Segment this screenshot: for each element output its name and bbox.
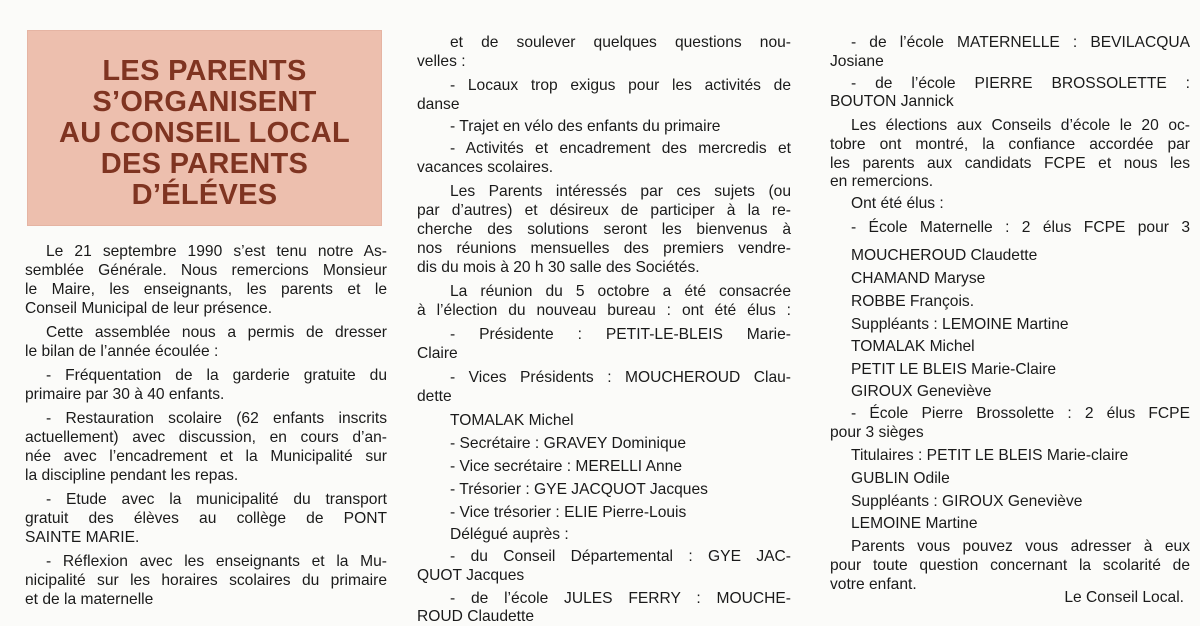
text-line: Ont été élus : [851, 195, 944, 212]
text-line: QUOT Jacques [417, 567, 525, 584]
headline-box [27, 30, 382, 226]
text-line: - de l’école JULES FERRY : MOUCHE- [450, 590, 791, 607]
text-line: SAINTE MARIE. [25, 529, 140, 546]
headline-line: DES PARENTS [100, 148, 309, 180]
text-line: - Etude avec la municipalité du transport [46, 491, 387, 508]
headline-line: S’ORGANISENT [92, 86, 317, 118]
text-line: semblée Générale. Nous remercions Monsieur [25, 262, 387, 279]
text-line: GUBLIN Odile [851, 470, 950, 487]
text-line: - Locaux trop exigus pour les activités de [450, 77, 791, 94]
text-line: PETIT LE BLEIS Marie-Claire [851, 361, 1057, 378]
text-line: - Réflexion avec les enseignants et la Mu- [46, 553, 387, 570]
text-line: nicipalité sur les horaires scolaires du primaire [25, 572, 387, 589]
text-line: velles : [417, 53, 466, 70]
text-line: les parents aux candidats FCPE et nous les [830, 155, 1190, 172]
text-line: TOMALAK Michel [450, 412, 574, 429]
text-line: par d’autres) et désireux de participer à la re- [417, 202, 791, 219]
headline-line: AU CONSEIL LOCAL [58, 117, 351, 149]
headline-line: D’ÉLÉVES [131, 179, 278, 211]
text-line: GIROUX Geneviève [851, 383, 992, 400]
text-line: MOUCHEROUD Claudette [851, 247, 1038, 264]
text-line: ROBBE François. [851, 293, 975, 310]
text-line: Les Parents intéressés par ces sujets (ou [450, 183, 791, 200]
text-line: cherche des solutions seront les bienvenus à [417, 221, 791, 238]
text-line: - Fréquentation de la garderie gratuite du [46, 367, 387, 384]
text-line: Titulaires : PETIT LE BLEIS Marie-claire [851, 447, 1129, 464]
text-line: actuellement) avec discussion, en cours d’an- [25, 429, 387, 446]
text-line: le Maire, les enseignants, les parents et le [25, 281, 387, 298]
text-line: vacances scolaires. [417, 159, 554, 176]
text-line: - du Conseil Départemental : GYE JAC- [450, 548, 791, 565]
text-line: primaire par 30 à 40 enfants. [25, 386, 225, 403]
text-line: - Trésorier : GYE JACQUOT Jacques [450, 481, 708, 498]
text-line: et de la maternelle [25, 591, 154, 608]
text-line: danse [417, 96, 460, 113]
text-line: pour toute question concernant la scolarité de [830, 557, 1190, 574]
text-line: - de l’école PIERRE BROSSOLETTE : [851, 75, 1190, 92]
text-line: La réunion du 5 octobre a été consacrée [450, 283, 791, 300]
text-line: Le 21 septembre 1990 s’est tenu notre As- [46, 243, 387, 260]
text-line: - Restauration scolaire (62 enfants inscrits [46, 410, 387, 427]
headline-line: LES PARENTS [102, 55, 307, 87]
text-line: - École Maternelle : 2 élus FCPE pour 3 [851, 219, 1190, 236]
text-line: dette [417, 388, 452, 405]
text-line: Les élections aux Conseils d’école le 20 oc- [851, 117, 1190, 134]
text-line: Délégué auprès : [450, 526, 569, 543]
text-line: - Présidente : PETIT-LE-BLEIS Marie- [450, 326, 791, 343]
text-line: LEMOINE Martine [851, 515, 978, 532]
text-line: - École Pierre Brossolette : 2 élus FCPE [851, 405, 1190, 422]
text-line: - Vices Présidents : MOUCHEROUD Clau- [450, 369, 791, 386]
text-line: CHAMAND Maryse [851, 270, 986, 287]
text-line: nos réunions mensuelles des premiers vendre- [417, 240, 791, 257]
text-line: votre enfant. [830, 576, 917, 593]
text-line: le bilan de l’année écoulée : [25, 343, 219, 360]
text-line: Parents vous pouvez vous adresser à eux [851, 538, 1190, 555]
text-line: ROUD Claudette [417, 608, 534, 625]
text-line: Claire [417, 345, 458, 362]
text-line: Conseil Municipal de leur présence. [25, 300, 273, 317]
text-line: BOUTON Jannick [830, 93, 954, 110]
text-line: Suppléants : GIROUX Geneviève [851, 493, 1083, 510]
text-line: Suppléants : LEMOINE Martine [851, 316, 1069, 333]
text-line: - de l’école MATERNELLE : BEVILACQUA [851, 34, 1190, 51]
signature: Le Conseil Local. [1064, 589, 1184, 606]
text-line: à l’élection du nouveau bureau : ont été élus : [417, 302, 791, 319]
text-line: dis du mois à 20 h 30 salle des Sociétés. [417, 259, 700, 276]
text-line: et de soulever quelques questions nou- [450, 34, 791, 51]
text-line: Cette assemblée nous a permis de dresser [46, 324, 387, 341]
headline [27, 56, 382, 211]
text-line: - Trajet en vélo des enfants du primaire [450, 118, 721, 135]
text-line: - Activités et encadrement des mercredis et [450, 140, 791, 157]
text-line: - Vice secrétaire : MERELLI Anne [450, 458, 682, 475]
text-line: gratuit des élèves au collège de PONT [25, 510, 387, 527]
text-line: née avec l’encadrement et la Municipalité sur [25, 448, 387, 465]
text-line: - Secrétaire : GRAVEY Dominique [450, 435, 687, 452]
text-line: tobre ont montré, la confiance accordée par [830, 136, 1190, 153]
text-line: en remercions. [830, 173, 934, 190]
text-line: - Vice trésorier : ELIE Pierre-Louis [450, 504, 687, 521]
text-line: Josiane [830, 53, 884, 70]
text-line: pour 3 sièges [830, 424, 924, 441]
text-line: TOMALAK Michel [851, 338, 975, 355]
text-line: la discipline pendant les repas. [25, 467, 239, 484]
